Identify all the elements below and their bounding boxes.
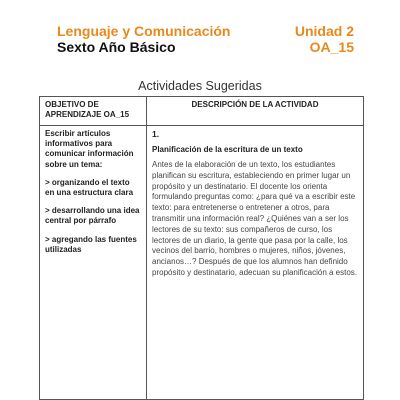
activity-title: Planificación de la escritura de un texto	[152, 145, 303, 154]
description-column-header: DESCRIPCIÓN DE LA ACTIVIDAD	[147, 97, 364, 126]
objective-code: OA_15	[309, 39, 354, 55]
unit-label: Unidad 2	[294, 23, 354, 39]
objective-point: > desarrollando una idea central por párrafo	[45, 206, 140, 226]
activities-table	[39, 96, 364, 400]
header-right	[295, 23, 354, 55]
objective-text: Escribir artículos informativos para comunicar información sobre un tema:	[45, 129, 134, 169]
activity-number: 1.	[152, 129, 160, 139]
table-header-row	[40, 97, 364, 126]
header-left	[57, 23, 230, 55]
section-title: Actividades Sugeridas	[138, 79, 262, 93]
objective-point: > agregando las fuentes utilizadas	[45, 234, 137, 254]
objective-point: > organizando el texto en una estructura clara	[45, 177, 134, 198]
description-cell	[147, 126, 364, 400]
objective-cell	[40, 126, 147, 400]
grade-label: Sexto Año Básico	[57, 39, 176, 55]
table-row	[40, 126, 364, 400]
activity-description: Antes de la elaboración de un texto, los estudiantes planifican su escritura, estableciendo en primer lugar un propósito y un destinatario. El docente los orienta formulando preguntas como: ¿para qué va a escribir este texto: para entretenerse o entretener a otros, para transmitir una información real? ¿Quiénes van a ser los lectores de su texto: sus compañeros de curso, los lectores de un diario, la gente que pasa por la calle, los vecinos del barrio, hombres o mujeres, niños, jóvenes, ancianos…? Después de que los alumnos han definido propósito y destinatario, adecuan su planificación a estos.	[152, 160, 358, 277]
objective-column-header: OBJETIVO DE APRENDIZAJE OA_15	[40, 97, 147, 126]
subject-title: Lenguaje y Comunicación	[57, 23, 231, 39]
